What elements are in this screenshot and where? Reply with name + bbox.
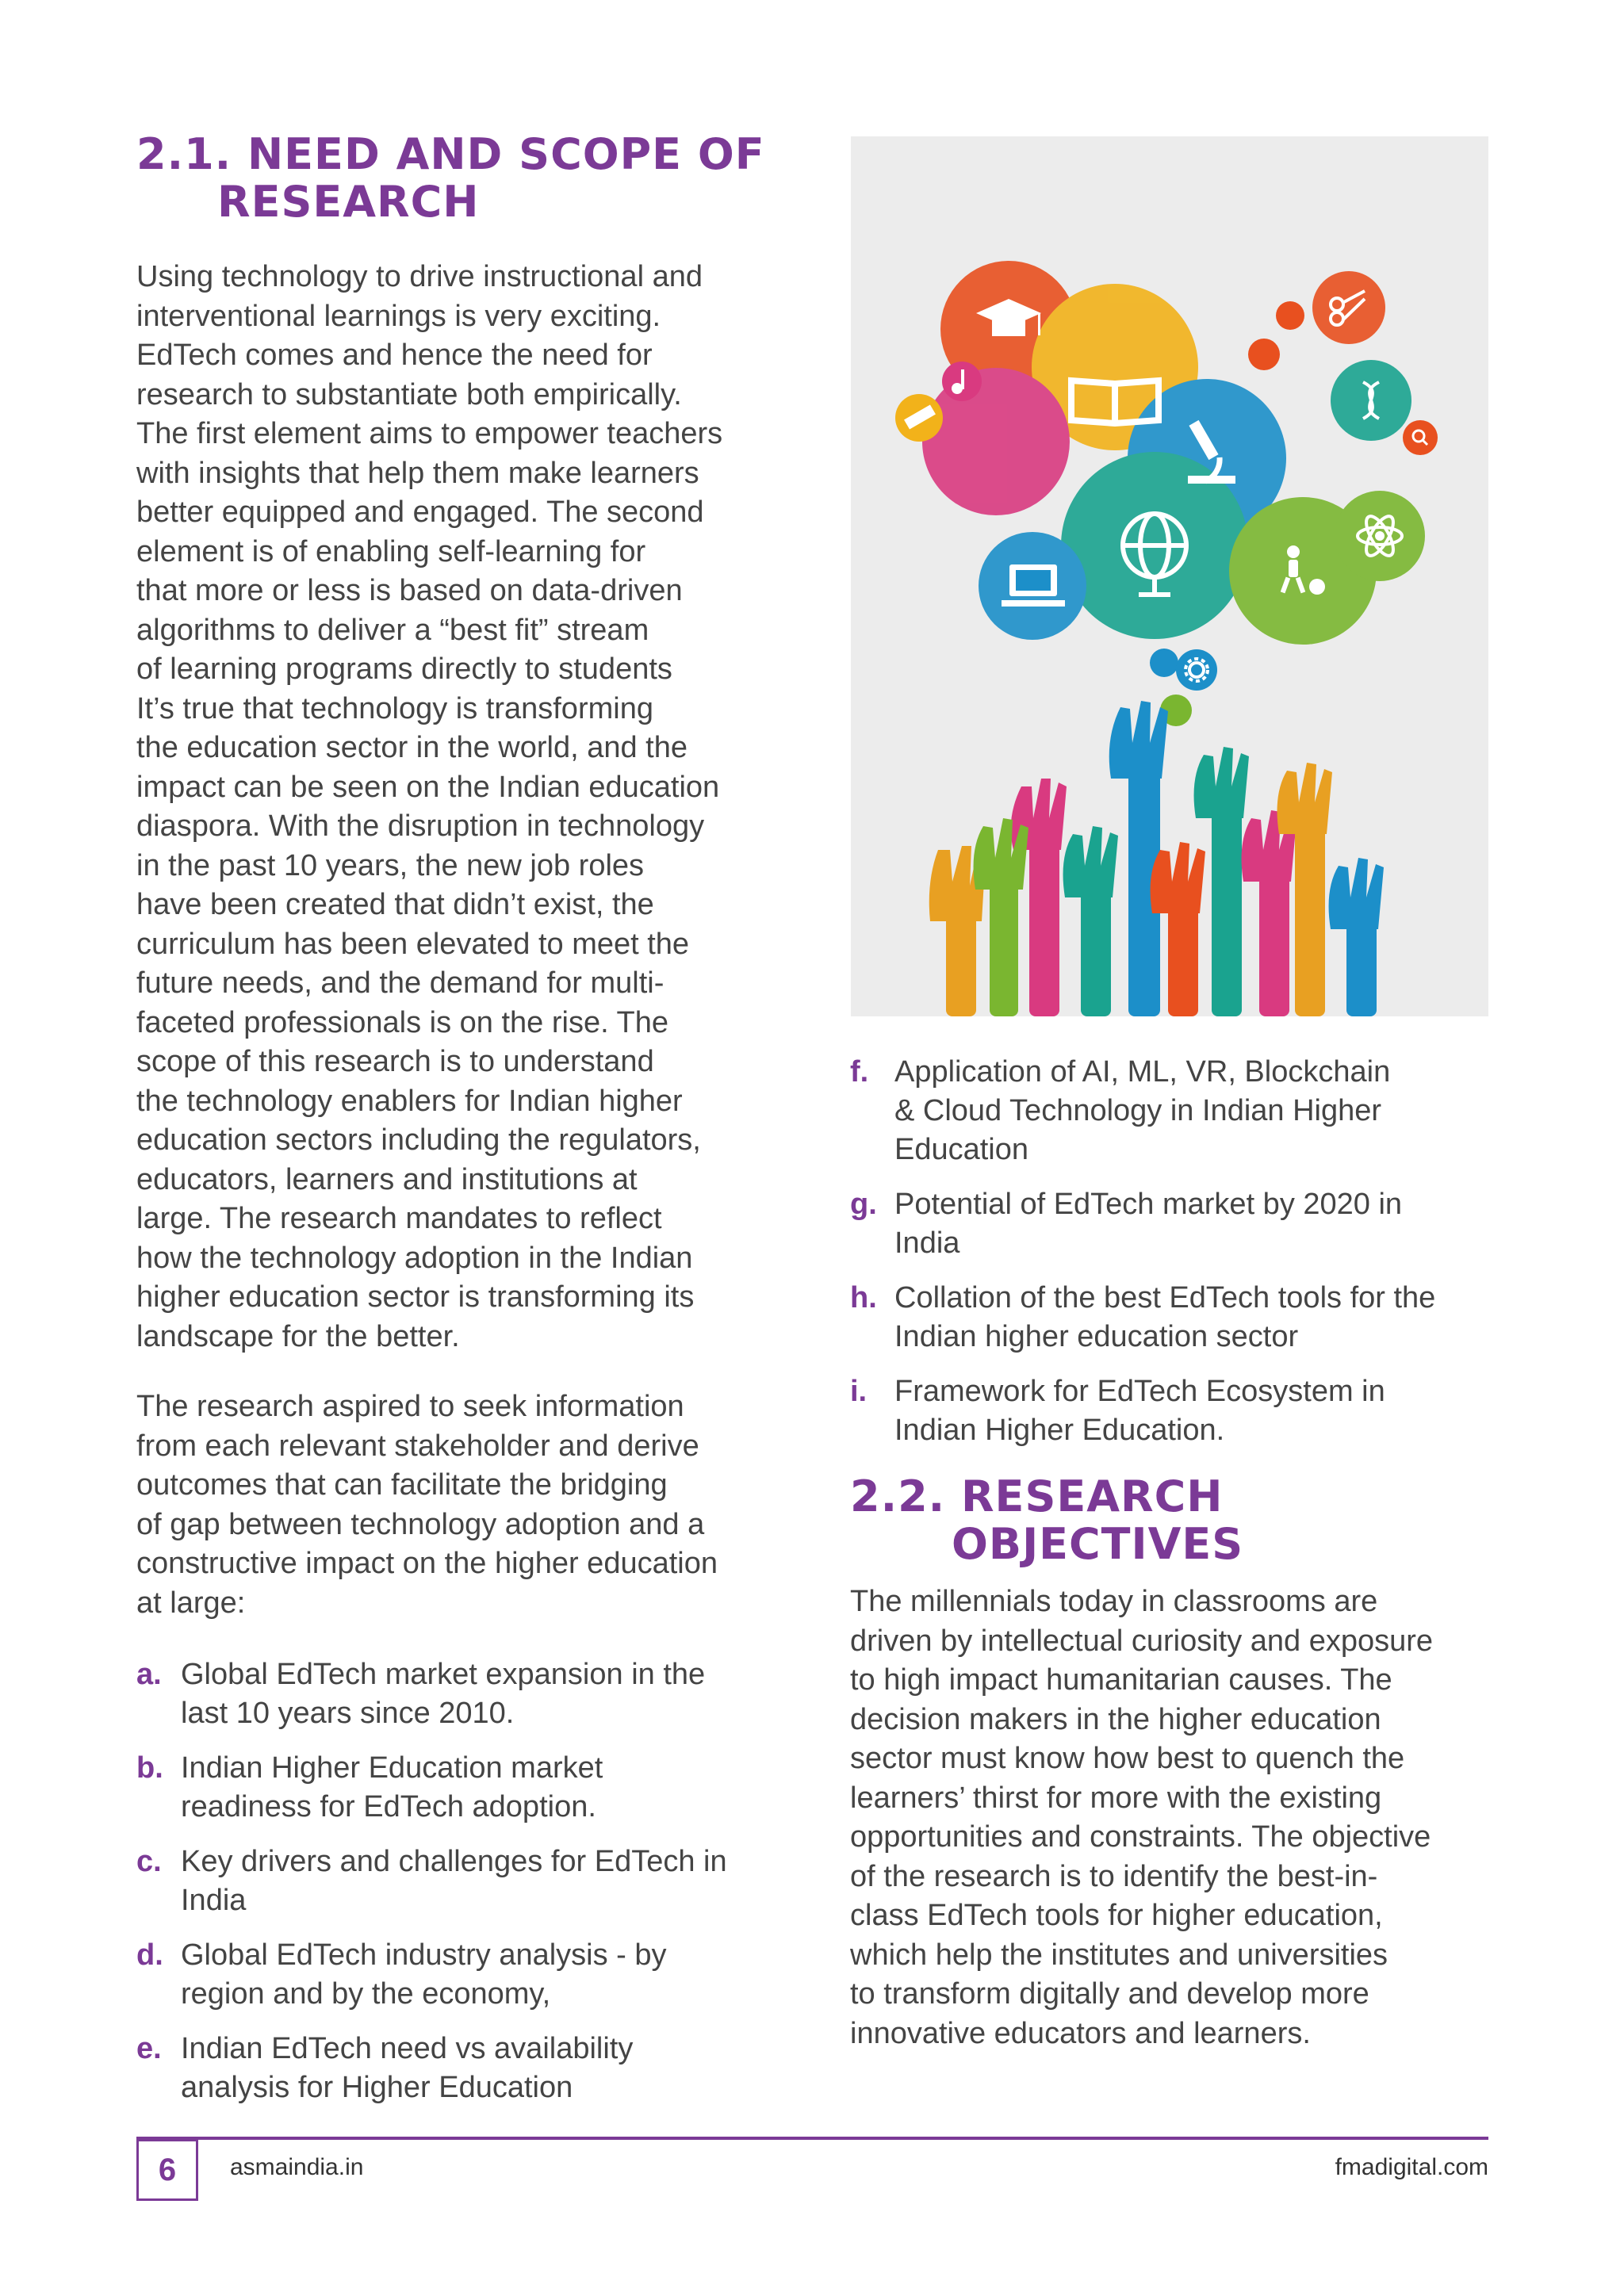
list-letter: e.	[136, 2032, 162, 2065]
list-letter: h.	[850, 1281, 877, 1314]
list-letter: i.	[850, 1375, 868, 1408]
footer-right-url[interactable]: fmadigital.com	[1335, 2154, 1488, 2180]
list-item	[850, 1185, 1500, 1263]
research-scope-list-right	[850, 1053, 1500, 1466]
list-text: Global EdTech industry analysis - by region and by the economy,	[181, 1938, 667, 2011]
heading-line-2: OBJECTIVES	[952, 1519, 1244, 1569]
list-item	[136, 1936, 802, 2014]
list-text: Framework for EdTech Ecosystem in Indian Higher Education.	[894, 1375, 1385, 1447]
list-text: Key drivers and challenges for EdTech in India	[181, 1845, 727, 1917]
list-letter: g.	[850, 1188, 877, 1221]
section-heading-need-and-scope	[136, 131, 802, 226]
list-text: Potential of EdTech market by 2020 in India	[894, 1188, 1403, 1260]
list-text: Global EdTech market expansion in the last 10 years since 2010.	[181, 1658, 706, 1730]
list-item	[136, 1843, 802, 1920]
list-item	[136, 1749, 802, 1827]
section-heading-research-objectives	[850, 1473, 1516, 1568]
edtech-illustration	[851, 136, 1488, 1016]
list-item	[850, 1372, 1500, 1450]
page-number: 6	[136, 2139, 198, 2201]
laptop-icon	[1002, 564, 1065, 607]
scope-paragraph: Using technology to drive instructional and interventional learnings is very exciting. EdTech comes and hence the need for research to substantiate both empirically. The first element aims to empower teachers with insights that help them make learners better equipped and engaged. The second element is of enabling self-learning for that more or less is based on data-driven algorithms to deliver a “best fit” stream of learning programs directly to students It’s true that technology is transforming the education sector in the world, and the impact can be seen on the Indian education diaspora. With the disruption in technology in the past 10 years, the new job roles have been created that didn’t exist, the curriculum has been elevated to meet the future needs, and the demand for multi- faceted professionals is on the rise. The scope of this research is to understand the technology enablers for Indian higher education sectors including the regulators, educators, learners and institutions at large. The research mandates to reflect how the technology adoption in the Indian higher education sector is transforming its landscape for the better.	[136, 260, 723, 1353]
objectives-paragraph: The millennials today in classrooms are driven by intellectual curiosity and exposure to high impact humanitarian causes. The decision makers in the higher education sector must know how best to quench the learners’ thirst for more with the existing opportunities and constraints. The objective of the research is to identify the best-in- class EdTech tools for higher education, which help the institutes and universities to transform digitally and develop more innovative educators and learners.	[850, 1585, 1434, 2050]
list-text: Collation of the best EdTech tools for the Indian higher education sector	[894, 1281, 1436, 1353]
list-letter: a.	[136, 1658, 162, 1691]
list-item	[850, 1279, 1500, 1357]
list-text: Indian Higher Education market readiness for EdTech adoption.	[181, 1751, 603, 1823]
list-item	[136, 2030, 802, 2107]
list-item	[850, 1053, 1500, 1169]
research-scope-list-left	[136, 1655, 802, 2107]
footer-left-url[interactable]: asmaindia.in	[230, 2154, 364, 2180]
heading-line-2: RESEARCH	[217, 177, 480, 227]
list-letter: b.	[136, 1751, 163, 1785]
list-letter: c.	[136, 1845, 162, 1878]
heading-line-1: 2.2. RESEARCH	[850, 1471, 1224, 1521]
footer-divider	[136, 2137, 1488, 2140]
list-letter: d.	[136, 1938, 163, 1972]
list-text: Indian EdTech need vs availability analysis for Higher Education	[181, 2032, 634, 2104]
stakeholder-paragraph: The research aspired to seek information from each relevant stakeholder and derive outcomes that can facilitate the bridging of gap between technology adoption and a constructive impact on the higher education at large:	[136, 1390, 718, 1620]
list-letter: f.	[850, 1055, 869, 1089]
list-item	[136, 1655, 802, 1733]
raised-hands-graphic	[929, 701, 1384, 1016]
heading-line-1: 2.1. NEED AND SCOPE OF	[136, 129, 765, 179]
list-text: Application of AI, ML, VR, Blockchain & Cloud Technology in Indian Higher Education	[894, 1055, 1391, 1166]
